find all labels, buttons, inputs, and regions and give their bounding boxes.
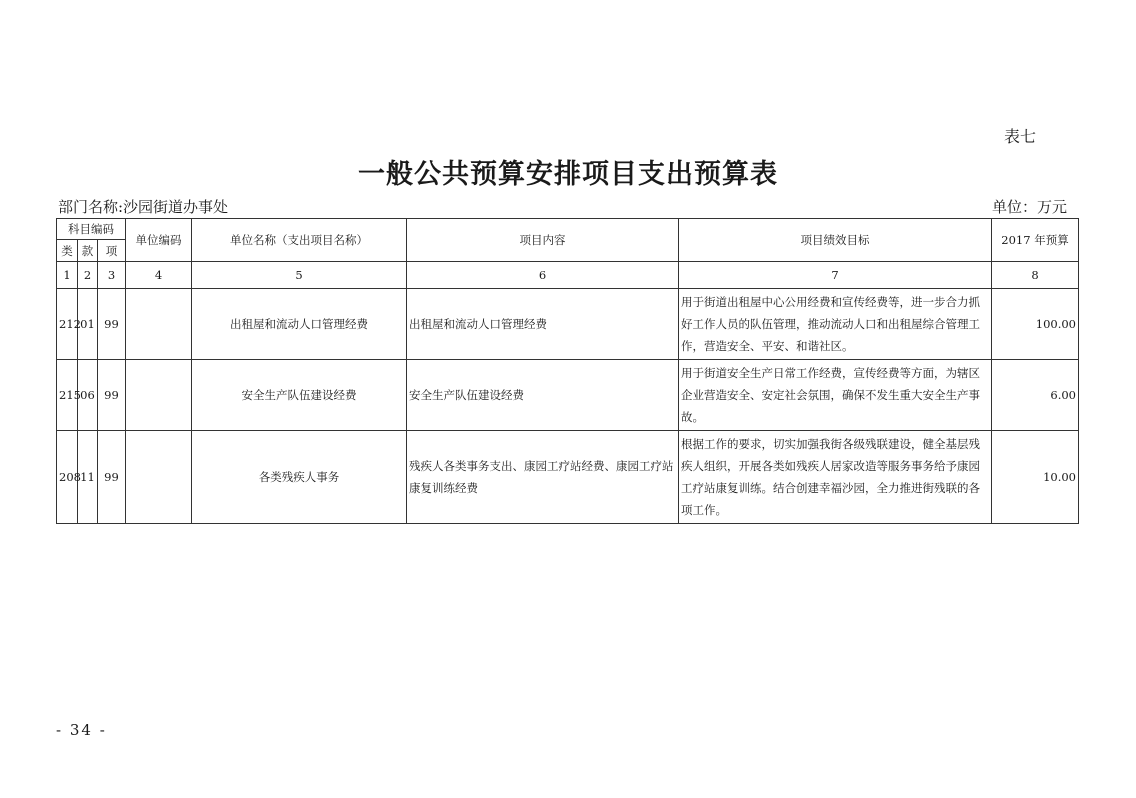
department-name: 部门名称:沙园街道办事处 — [58, 198, 229, 216]
column-number: 7 — [679, 262, 992, 289]
table-row — [57, 289, 1079, 360]
row-content: 安全生产队伍建设经费 — [407, 360, 679, 431]
column-number: 3 — [98, 262, 126, 289]
column-number: 8 — [992, 262, 1079, 289]
table-row — [57, 431, 1079, 524]
column-number: 2 — [78, 262, 98, 289]
row-xiang: 99 — [98, 360, 126, 431]
table-row — [57, 360, 1079, 431]
row-name: 安全生产队伍建设经费 — [192, 360, 407, 431]
header-subject-code: 科目编码 — [57, 219, 126, 240]
row-budget: 100.00 — [992, 289, 1079, 360]
row-budget: 10.00 — [992, 431, 1079, 524]
page-number: - 34 - — [56, 721, 107, 739]
header-goal: 项目绩效目标 — [679, 219, 992, 262]
row-xiang: 99 — [98, 289, 126, 360]
row-lei: 208 — [57, 431, 78, 524]
row-kuan: 01 — [78, 289, 98, 360]
column-number-row — [57, 262, 1079, 289]
table-label: 表七 — [1004, 127, 1037, 146]
document-title: 一般公共预算安排项目支出预算表 — [358, 159, 778, 190]
header-unit-code: 单位编码 — [126, 219, 192, 262]
column-number: 4 — [126, 262, 192, 289]
row-goal: 根据工作的要求，切实加强我街各级残联建设，健全基层残疾人组织，开展各类如残疾人居家改造等服务事务给予康园工疗站康复训练。结合创建幸福沙园，全力推进街残联的各项工作。 — [679, 431, 992, 524]
header-kuan: 款 — [78, 240, 98, 262]
row-content: 出租屋和流动人口管理经费 — [407, 289, 679, 360]
row-unit-code — [126, 431, 192, 524]
row-name: 出租屋和流动人口管理经费 — [192, 289, 407, 360]
row-xiang: 99 — [98, 431, 126, 524]
column-number: 6 — [407, 262, 679, 289]
row-lei: 215 — [57, 360, 78, 431]
row-budget: 6.00 — [992, 360, 1079, 431]
header-unit-name: 单位名称（支出项目名称） — [192, 219, 407, 262]
header-xiang: 项 — [98, 240, 126, 262]
row-unit-code — [126, 360, 192, 431]
row-name: 各类残疾人事务 — [192, 431, 407, 524]
header-content: 项目内容 — [407, 219, 679, 262]
row-unit-code — [126, 289, 192, 360]
column-number: 5 — [192, 262, 407, 289]
unit-label: 单位：万元 — [992, 198, 1068, 216]
row-goal: 用于街道出租屋中心公用经费和宣传经费等，进一步合力抓好工作人员的队伍管理，推动流动人口和出租屋综合管理工作，营造安全、平安、和谐社区。 — [679, 289, 992, 360]
row-goal: 用于街道安全生产日常工作经费，宣传经费等方面，为辖区企业营造安全、安定社会氛围，确保不发生重大安全生产事故。 — [679, 360, 992, 431]
row-kuan: 11 — [78, 431, 98, 524]
row-content: 残疾人各类事务支出、康园工疗站经费、康园工疗站康复训练经费 — [407, 431, 679, 524]
budget-table — [56, 218, 1079, 524]
column-number: 1 — [57, 262, 78, 289]
row-lei: 212 — [57, 289, 78, 360]
header-lei: 类 — [57, 240, 78, 262]
header-budget: 2017 年预算 — [992, 219, 1079, 262]
row-kuan: 06 — [78, 360, 98, 431]
